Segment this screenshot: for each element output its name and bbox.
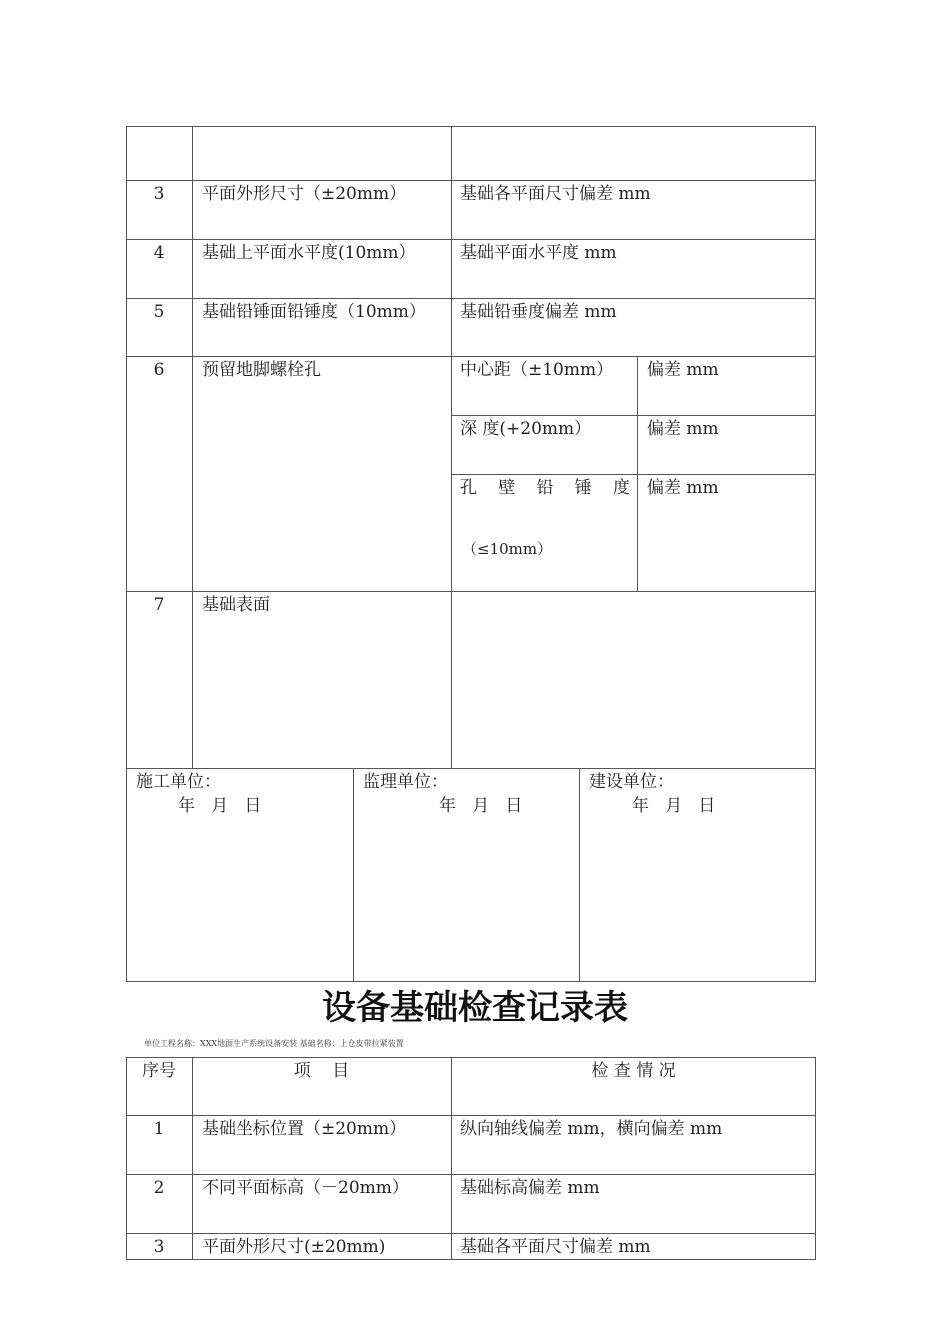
row-divider xyxy=(126,768,816,769)
row-check: 基础平面水平度 mm xyxy=(460,243,617,263)
row-item: 平面外形尺寸(±20mm) xyxy=(202,1237,386,1257)
row-divider xyxy=(126,591,816,592)
row-divider xyxy=(451,474,816,475)
column-divider xyxy=(353,768,354,982)
column-divider xyxy=(451,1057,452,1260)
header-no: 序号 xyxy=(142,1061,176,1081)
row-divider xyxy=(126,1233,816,1234)
row-item: 基础上平面水平度(10mm） xyxy=(202,243,416,263)
sub-row-value: 偏差 mm xyxy=(647,360,719,380)
form-subtitle: 单位工程名称：XXX地面生产系统设备安装 基础名称：上仓皮带拉紧装置 xyxy=(144,1039,404,1048)
column-divider xyxy=(579,768,580,982)
label-char: 壁 xyxy=(498,478,516,498)
sub-row-label-line2: （≤10mm） xyxy=(462,540,553,558)
row-divider xyxy=(126,239,816,240)
signature-label-construction: 施工单位： xyxy=(136,772,221,792)
row-item: 不同平面标高（－20mm） xyxy=(202,1178,409,1198)
row-number: 4 xyxy=(153,243,165,263)
label-char: 度 xyxy=(613,478,630,498)
label-char: 锤 xyxy=(574,478,592,498)
sub-row-label: 中心距（±10mm） xyxy=(460,360,614,380)
row-number: 7 xyxy=(153,595,165,615)
label-char: 孔 xyxy=(460,478,477,498)
column-divider xyxy=(192,126,193,768)
row-check: 基础标高偏差 mm xyxy=(460,1178,600,1198)
row-item: 预留地脚螺栓孔 xyxy=(202,360,321,380)
column-divider xyxy=(637,356,638,591)
row-item: 基础铅锤面铅锤度（10mm） xyxy=(202,302,426,322)
row-divider xyxy=(126,356,816,357)
sub-row-label-spread xyxy=(460,477,630,499)
row-check: 基础各平面尺寸偏差 mm xyxy=(460,1237,651,1257)
sub-row-value: 偏差 mm xyxy=(647,478,719,498)
sub-row-label: 深 度(+20mm） xyxy=(460,419,592,439)
header-check: 检 查 情 况 xyxy=(591,1061,676,1081)
row-divider xyxy=(126,1115,816,1116)
header-item: 项 目 xyxy=(293,1061,350,1081)
row-check: 基础铅垂度偏差 mm xyxy=(460,302,617,322)
row-divider xyxy=(451,415,816,416)
row-item: 基础表面 xyxy=(202,595,270,615)
row-number: 1 xyxy=(153,1119,165,1139)
signature-label-supervision: 监理单位： xyxy=(363,772,448,792)
row-number: 6 xyxy=(153,360,165,380)
form-title: 设备基础检查记录表 xyxy=(322,988,628,1028)
row-item: 基础坐标位置（±20mm） xyxy=(202,1119,407,1139)
row-item: 平面外形尺寸（±20mm） xyxy=(202,184,407,204)
label-char: 铅 xyxy=(536,478,554,498)
row-divider xyxy=(126,180,816,181)
column-divider xyxy=(192,1057,193,1260)
row-divider xyxy=(126,1174,816,1175)
column-divider xyxy=(451,126,452,768)
signature-date: 年 月 日 xyxy=(178,796,262,816)
signature-label-owner: 建设单位： xyxy=(589,772,674,792)
signature-date: 年 月 日 xyxy=(632,796,716,816)
row-number: 2 xyxy=(153,1178,165,1198)
sub-row-value: 偏差 mm xyxy=(647,419,719,439)
row-check: 纵向轴线偏差 mm，横向偏差 mm xyxy=(460,1119,723,1139)
row-check: 基础各平面尺寸偏差 mm xyxy=(460,184,651,204)
table-border xyxy=(126,1057,816,1260)
signature-date: 年 月 日 xyxy=(439,796,523,816)
row-number: 5 xyxy=(153,302,165,322)
row-number: 3 xyxy=(153,184,165,204)
row-number: 3 xyxy=(153,1237,165,1257)
row-divider xyxy=(126,298,816,299)
